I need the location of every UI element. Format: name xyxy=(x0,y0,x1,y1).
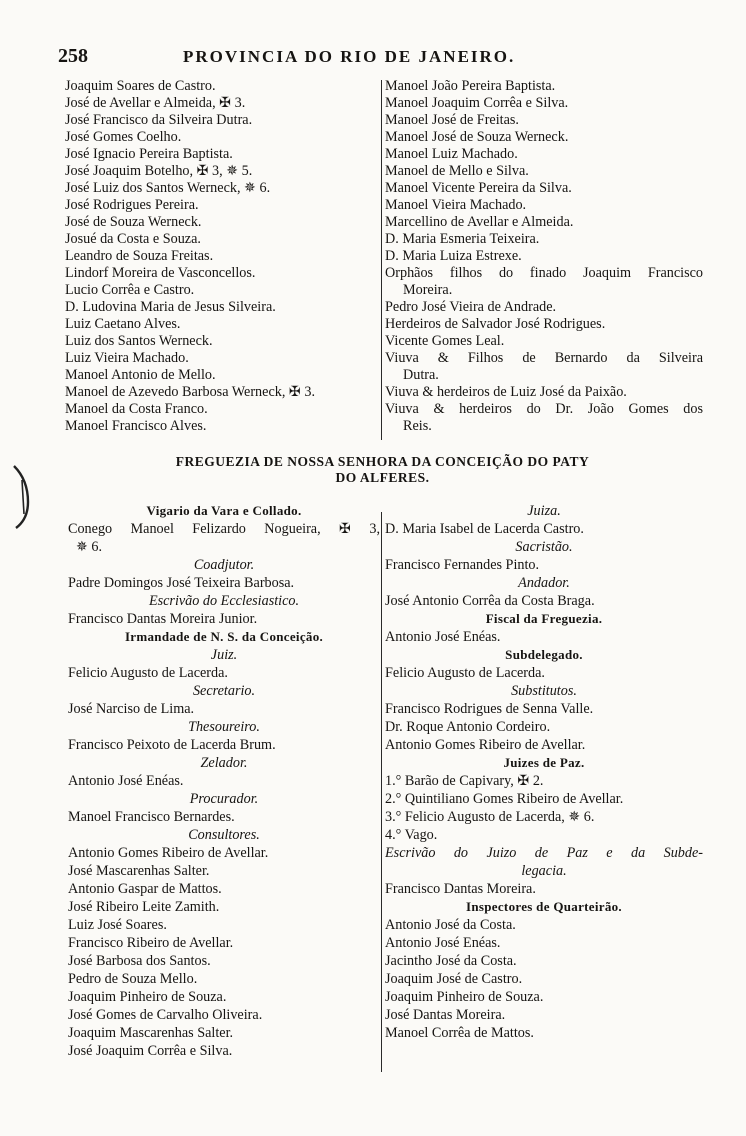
list-item: Luiz Vieira Machado. xyxy=(65,350,189,366)
thesoureiro-heading: Thesoureiro. xyxy=(188,719,260,735)
andador-heading: Andador. xyxy=(518,575,570,591)
sacristao-name: Francisco Fernandes Pinto. xyxy=(385,557,540,573)
list-item: Manoel Antonio de Mello. xyxy=(65,367,216,383)
list-item: José Rodrigues Pereira. xyxy=(65,197,199,213)
substituto-name: Dr. Roque Antonio Cordeiro. xyxy=(385,719,551,735)
page-header xyxy=(58,45,698,69)
inspector-name: Antonio José Enéas. xyxy=(385,935,501,951)
substituto-name: Francisco Rodrigues de Senna Valle. xyxy=(385,701,594,717)
escrivao-paz-name: Francisco Dantas Moreira. xyxy=(385,881,536,897)
list-item: José Luiz dos Santos Werneck, ✵ 6. xyxy=(65,180,271,196)
list-item: Manoel de Mello e Silva. xyxy=(385,163,529,179)
vigario-heading: Vigario da Vara e Collado. xyxy=(146,503,302,518)
list-item: Herdeiros de Salvador José Rodrigues. xyxy=(385,316,606,332)
juiza-heading: Juiza. xyxy=(527,503,561,519)
juiz-heading: Juiz. xyxy=(210,647,238,663)
page-number: 258 xyxy=(58,45,88,67)
list-item: Pedro José Vieira de Andrade. xyxy=(385,299,557,315)
irmandade-heading: Irmandade de N. S. da Conceição. xyxy=(124,629,324,644)
list-item: Manoel Vieira Machado. xyxy=(385,197,527,213)
consultor-name: José Mascarenhas Salter. xyxy=(68,863,210,879)
section-heading-line: DO ALFERES. xyxy=(335,470,430,485)
escrivao-paz-heading-continuation: legacia. xyxy=(521,863,567,879)
list-item: D. Maria Esmeria Teixeira. xyxy=(385,231,540,247)
parish-left-column xyxy=(68,502,380,1060)
substitutos-heading: Substitutos. xyxy=(511,683,577,699)
secretario-name: José Narciso de Lima. xyxy=(68,701,195,717)
list-item: Viuva & Filhos de Bernardo da Silveira xyxy=(385,350,703,366)
substituto-name: Antonio Gomes Ribeiro de Avellar. xyxy=(385,737,586,753)
list-item: Luiz dos Santos Werneck. xyxy=(65,333,213,349)
consultor-name: José Gomes de Carvalho Oliveira. xyxy=(68,1007,263,1023)
section-heading-line: FREGUEZIA DE NOSSA SENHORA DA CONCEIÇÃO DO PATY xyxy=(175,454,590,469)
consultor-name: José Barbosa dos Santos. xyxy=(68,953,211,969)
list-item: Manoel de Azevedo Barbosa Werneck, ✠ 3. xyxy=(65,384,316,400)
consultor-name: Joaquim Mascarenhas Salter. xyxy=(68,1025,234,1041)
list-item: José de Avellar e Almeida, ✠ 3. xyxy=(65,95,246,111)
escrivao-paz-heading: Escrivão do Juizo de Paz e da Subde- xyxy=(385,845,703,861)
consultor-name: Luiz José Soares. xyxy=(68,917,167,933)
list-item: Lindorf Moreira de Vasconcellos. xyxy=(65,265,256,281)
sacristao-heading: Sacristão. xyxy=(515,539,573,555)
margin-bracket-mark xyxy=(8,462,38,532)
consultor-name: José Joaquim Corrêa e Silva. xyxy=(68,1043,233,1059)
list-item: Manoel Luiz Machado. xyxy=(385,146,518,162)
subdelegado-name: Felicio Augusto de Lacerda. xyxy=(385,665,545,681)
list-item: Viuva & herdeiros de Luiz José da Paixão. xyxy=(385,384,627,400)
andador-name: José Antonio Corrêa da Costa Braga. xyxy=(385,593,595,609)
list-item: Marcellino de Avellar e Almeida. xyxy=(385,214,574,230)
inspector-name: Joaquim Pinheiro de Souza. xyxy=(385,989,544,1005)
juiz-paz-entry: 1.° Barão de Capivary, ✠ 2. xyxy=(385,773,544,789)
subdelegado-heading: Subdelegado. xyxy=(505,647,583,662)
column-divider-top xyxy=(381,80,382,440)
juizes-heading: Juizes de Paz. xyxy=(503,755,585,770)
consultores-heading: Consultores. xyxy=(188,827,260,843)
procurador-name: Manoel Francisco Bernardes. xyxy=(68,809,235,825)
list-item: Josué da Costa e Souza. xyxy=(65,231,201,247)
consultor-name: Antonio Gaspar de Mattos. xyxy=(68,881,222,897)
list-item: Orphãos filhos do finado Joaquim Francisco xyxy=(385,265,703,281)
list-item: Manoel Vicente Pereira da Silva. xyxy=(385,180,572,196)
inspector-name: José Dantas Moreira. xyxy=(385,1007,506,1023)
list-item: José Joaquim Botelho, ✠ 3, ✵ 5. xyxy=(65,163,253,179)
list-item: José de Souza Werneck. xyxy=(65,214,202,230)
column-divider-bottom xyxy=(381,512,382,1072)
top-left-list xyxy=(65,78,380,435)
top-right-list xyxy=(385,78,703,435)
inspector-name: Antonio José da Costa. xyxy=(385,917,516,933)
zelador-heading: Zelador. xyxy=(200,755,248,771)
escrivao-name: Francisco Dantas Moreira Junior. xyxy=(68,611,258,627)
inspectores-heading: Inspectores de Quarteirão. xyxy=(466,899,622,914)
consultor-name: Pedro de Souza Mello. xyxy=(68,971,198,987)
inspector-name: Manoel Corrêa de Mattos. xyxy=(385,1025,534,1041)
juiz-paz-entry: 3.° Felicio Augusto de Lacerda, ✵ 6. xyxy=(385,809,595,825)
list-item: Manoel José de Souza Werneck. xyxy=(385,129,569,145)
list-item: Joaquim Soares de Castro. xyxy=(65,78,216,94)
consultor-name: José Ribeiro Leite Zamith. xyxy=(68,899,220,915)
fiscal-heading: Fiscal da Freguezia. xyxy=(485,611,603,626)
list-item: Viuva & herdeiros do Dr. João Gomes dos xyxy=(385,401,703,417)
escrivao-heading: Escrivão do Ecclesiastico. xyxy=(148,593,300,609)
procurador-heading: Procurador. xyxy=(189,791,259,807)
list-item: D. Maria Luiza Estrexe. xyxy=(385,248,522,264)
list-item: D. Ludovina Maria de Jesus Silveira. xyxy=(65,299,276,315)
juiz-paz-entry: 4.° Vago. xyxy=(385,827,438,843)
list-item: Lucio Corrêa e Castro. xyxy=(65,282,195,298)
coadjutor-name: Padre Domingos José Teixeira Barbosa. xyxy=(68,575,295,591)
coadjutor-heading: Coadjutor. xyxy=(193,557,255,573)
parish-right-column xyxy=(385,502,703,1042)
thesoureiro-name: Francisco Peixoto de Lacerda Brum. xyxy=(68,737,276,753)
consultor-name: Francisco Ribeiro de Avellar. xyxy=(68,935,234,951)
list-item: Vicente Gomes Leal. xyxy=(385,333,505,349)
zelador-name: Antonio José Enéas. xyxy=(68,773,184,789)
inspector-name: Joaquim José de Castro. xyxy=(385,971,523,987)
list-item: José Ignacio Pereira Baptista. xyxy=(65,146,233,162)
list-item: Luiz Caetano Alves. xyxy=(65,316,181,332)
list-item: Manoel José de Freitas. xyxy=(385,112,519,128)
list-item: Manoel João Pereira Baptista. xyxy=(385,78,556,94)
list-item: Manoel Joaquim Corrêa e Silva. xyxy=(385,95,569,111)
list-item: Manoel da Costa Franco. xyxy=(65,401,208,417)
fiscal-name: Antonio José Enéas. xyxy=(385,629,501,645)
list-item-continuation: Dutra. xyxy=(403,367,439,383)
list-item-continuation: Moreira. xyxy=(403,282,453,298)
vigario-name-continuation: ✵ 6. xyxy=(76,539,103,555)
section-heading xyxy=(60,454,705,486)
inspector-name: Jacintho José da Costa. xyxy=(385,953,517,969)
juiza-name: D. Maria Isabel de Lacerda Castro. xyxy=(385,521,584,537)
vigario-name: Conego Manoel Felizardo Nogueira, ✠ 3, xyxy=(68,521,380,537)
juiz-name: Felicio Augusto de Lacerda. xyxy=(68,665,228,681)
list-item: Manoel Francisco Alves. xyxy=(65,418,207,434)
list-item: Leandro de Souza Freitas. xyxy=(65,248,214,264)
list-item: José Francisco da Silveira Dutra. xyxy=(65,112,253,128)
running-title: PROVINCIA DO RIO DE JANEIRO. xyxy=(183,47,516,66)
secretario-heading: Secretario. xyxy=(192,683,256,699)
consultor-name: Antonio Gomes Ribeiro de Avellar. xyxy=(68,845,269,861)
juiz-paz-entry: 2.° Quintiliano Gomes Ribeiro de Avellar. xyxy=(385,791,624,807)
consultor-name: Joaquim Pinheiro de Souza. xyxy=(68,989,227,1005)
list-item: José Gomes Coelho. xyxy=(65,129,182,145)
list-item-continuation: Reis. xyxy=(403,418,432,434)
